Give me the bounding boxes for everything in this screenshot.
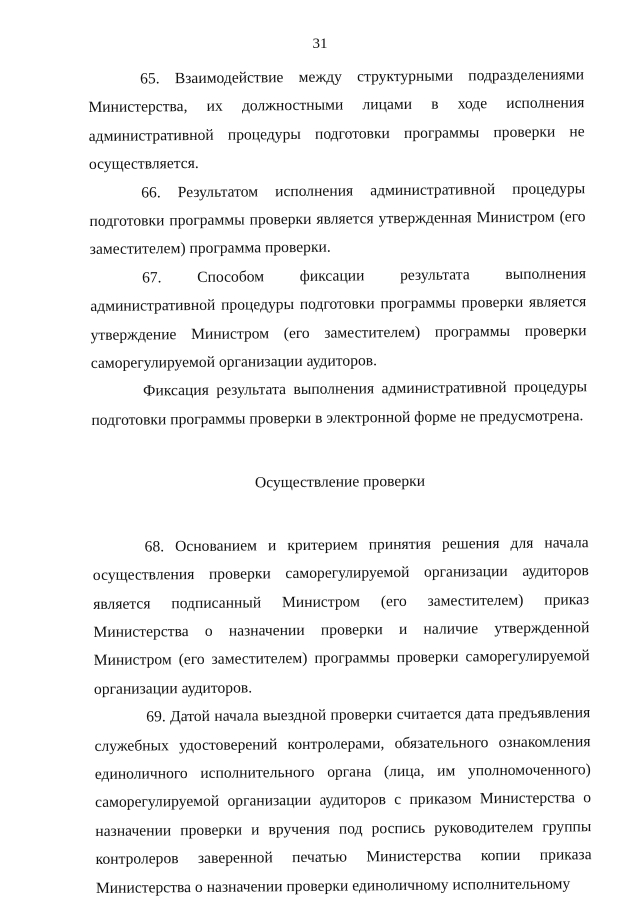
paragraph-66: 66. Результатом исполнения административной процедуры подготовки программы проверки является утвержденная Министром (его заместителем) программа проверки.	[89, 179, 586, 259]
document-body	[88, 61, 592, 903]
paragraph-67-fixation: Фиксация результата выполнения административной процедуры подготовки программы проверки в электронной форме не предусмотрена.	[91, 378, 588, 429]
paragraph-67: 67. Способом фиксации результата выполнения административной процедуры подготовки программы проверки является утверждение Министром (его заместителем) программы проверки саморегулируемой организации аудиторов.	[90, 265, 587, 373]
page-number: 31	[312, 36, 328, 52]
section-heading: Осуществление проверки	[254, 473, 426, 492]
paragraph-68: 68. Основанием и критерием принятия решения для начала осуществления проверки саморегулируемой организации аудиторов является подписанный Министром (его заместителем) приказ Министерства о назначении проверки и наличие утвержденной Министром (его заместителем) программы проверки саморегулируемой организации аудиторов.	[92, 533, 590, 698]
paragraph-65: 65. Взаимодействие между структурными подразделениями Министерства, их должностными лицами в ходе исполнения административной процедуры подготовки программы проверки не осуществляется.	[88, 66, 585, 174]
paragraph-69: 69. Датой начала выездной проверки считается дата предъявления служебных удостоверений контролерами, обязательного ознакомления единоличного исполнительного органа (лица, им уполномоченного) саморегулируемой организации аудиторов с приказом Министерства о назначении проверки и вручения под роспись руководителем группы контролеров заверенной печатью Министерства копии приказа Министерства о назначении проверки единоличному исполнительному	[94, 704, 592, 897]
